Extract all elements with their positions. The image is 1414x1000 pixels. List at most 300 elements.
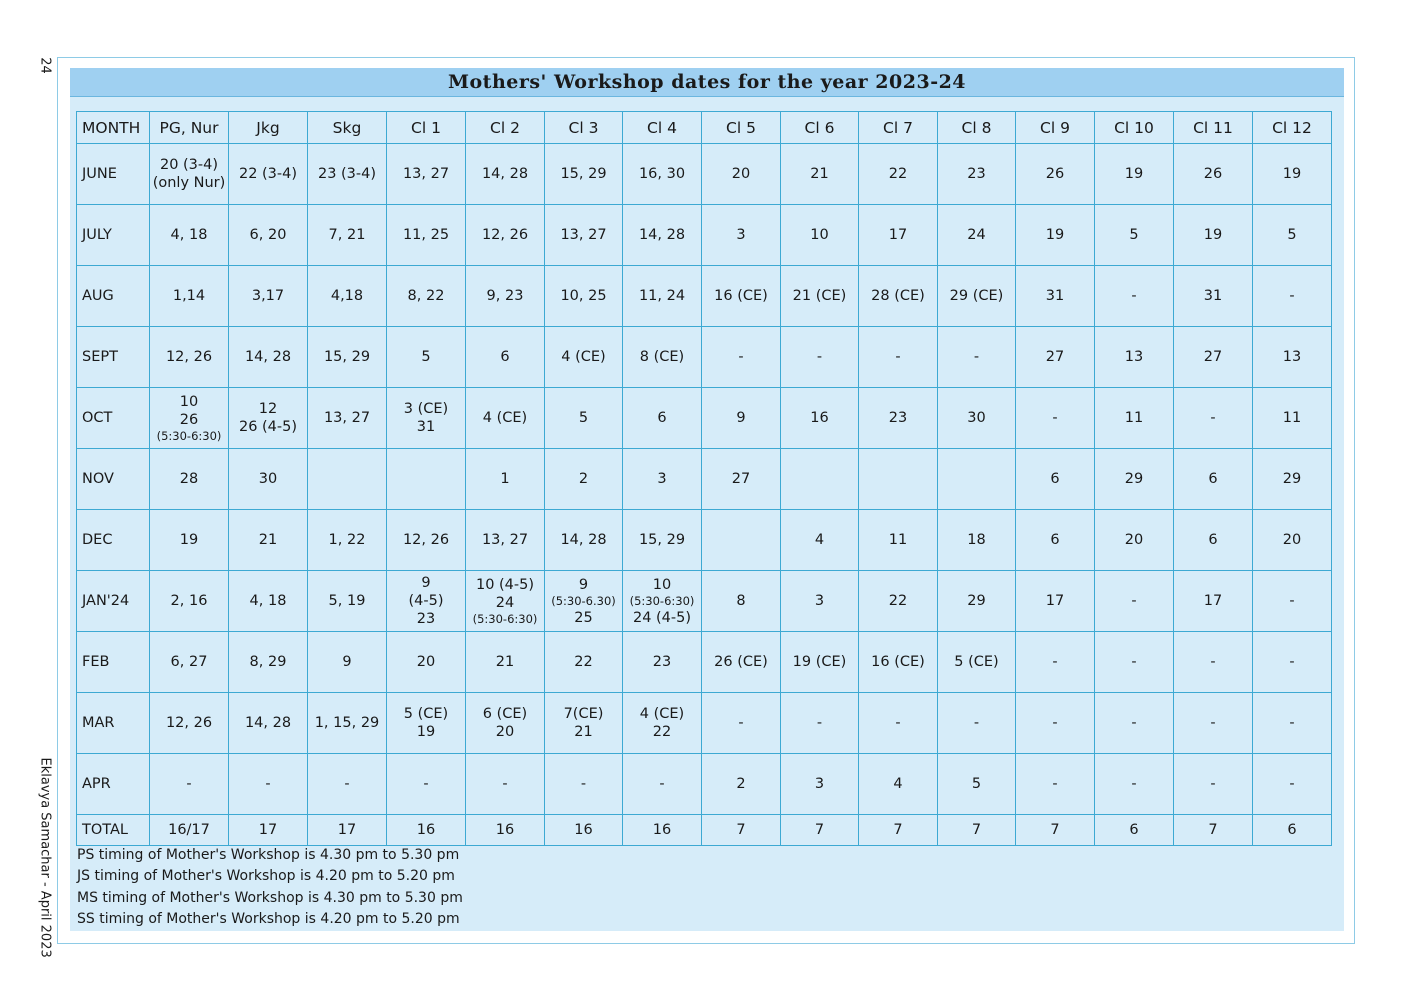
- date-cell: [1095, 327, 1174, 388]
- date-cell: [859, 388, 938, 449]
- date-cell: [623, 266, 702, 327]
- date-entry: 15, 29: [560, 166, 607, 182]
- date-entry: 19: [179, 532, 199, 548]
- date-entry: 6, 20: [249, 227, 287, 243]
- date-cell: [859, 754, 938, 815]
- date-entry: 6: [657, 410, 667, 426]
- date-entry: 20: [1124, 532, 1144, 548]
- schedule-title: Mothers' Workshop dates for the year 2023-24: [70, 68, 1344, 97]
- date-cell: [938, 510, 1016, 571]
- date-entry: -: [816, 715, 823, 731]
- date-entry: 10: [179, 393, 199, 410]
- date-entry: -: [580, 776, 587, 792]
- date-cell: [308, 205, 387, 266]
- timing-note: SS timing of Mother's Workshop is 4.20 pm to 5.20 pm: [77, 910, 460, 927]
- month-cell: JULY: [77, 205, 150, 266]
- date-entry: 5 (CE): [403, 706, 449, 722]
- date-cell: [1174, 510, 1253, 571]
- date-cell: [387, 632, 466, 693]
- date-entry: -: [1052, 776, 1058, 792]
- date-cell: [466, 388, 545, 449]
- date-cell: [781, 693, 859, 754]
- date-entry: -: [186, 776, 192, 792]
- date-entry: 8, 22: [407, 288, 445, 304]
- date-entry: 28: [179, 471, 199, 487]
- date-cell: [938, 388, 1016, 449]
- date-entry: 12: [258, 401, 278, 417]
- date-entry: (only Nur): [152, 175, 226, 191]
- date-cell: [308, 632, 387, 693]
- date-entry: 23: [888, 410, 908, 426]
- month-cell: OCT: [77, 388, 150, 449]
- date-entry: 9: [421, 575, 431, 591]
- date-entry: 5: [1287, 227, 1297, 243]
- date-entry: 10: [652, 576, 672, 593]
- date-cell: [1016, 327, 1095, 388]
- date-cell: [150, 754, 229, 815]
- date-cell: [229, 693, 308, 754]
- date-cell: [1253, 205, 1332, 266]
- date-cell: [1016, 632, 1095, 693]
- date-entry: 4 (CE): [639, 706, 685, 722]
- total-cell: 6: [1253, 815, 1332, 846]
- date-entry: 5: [971, 776, 982, 792]
- date-entry: 5: [421, 349, 431, 365]
- date-cell: [150, 449, 229, 510]
- date-cell: [466, 327, 545, 388]
- date-entry: 12, 26: [481, 227, 529, 243]
- date-entry: 29: [967, 593, 986, 609]
- date-cell: [781, 266, 859, 327]
- date-cell: [466, 754, 545, 815]
- date-cell: [1095, 693, 1174, 754]
- date-cell: [1174, 571, 1253, 632]
- class-column-header: Cl 1: [387, 112, 466, 144]
- total-cell: 16/17: [150, 815, 229, 846]
- date-entry: (5:30-6.30): [551, 593, 616, 608]
- date-entry: -: [1210, 776, 1216, 792]
- date-cell: [702, 449, 781, 510]
- date-entry: 16 (CE): [714, 288, 768, 304]
- date-cell: [387, 510, 466, 571]
- date-cell: [229, 510, 308, 571]
- date-entry: 26: [179, 411, 199, 428]
- workshop-dates-table: [76, 111, 1332, 846]
- class-column-header: Cl 3: [545, 112, 623, 144]
- date-cell: [1095, 632, 1174, 693]
- month-cell: JUNE: [77, 144, 150, 205]
- date-cell: [938, 754, 1016, 815]
- date-cell: [229, 571, 308, 632]
- date-entry: 4,18: [330, 288, 364, 304]
- date-cell: [150, 144, 229, 205]
- date-entry: 23: [967, 166, 986, 182]
- date-entry: 20: [1282, 532, 1302, 548]
- date-cell: [1253, 510, 1332, 571]
- date-entry: -: [973, 349, 980, 365]
- date-entry: 30: [967, 410, 986, 426]
- month-cell: AUG: [77, 266, 150, 327]
- date-entry: -: [1210, 654, 1216, 670]
- date-entry: 3: [814, 593, 825, 609]
- date-entry: -: [1289, 593, 1295, 609]
- date-cell: [1016, 510, 1095, 571]
- date-entry: 26: [1203, 166, 1223, 182]
- date-entry: 3,17: [251, 288, 285, 304]
- date-entry: 9: [578, 576, 589, 593]
- date-cell: [308, 388, 387, 449]
- date-entry: 27: [731, 471, 751, 487]
- date-cell: [1174, 144, 1253, 205]
- date-cell: [150, 266, 229, 327]
- date-entry: -: [502, 776, 508, 792]
- date-cell: [1174, 266, 1253, 327]
- date-entry: 11: [1124, 410, 1144, 426]
- date-cell: [466, 632, 545, 693]
- class-column-header: Jkg: [229, 112, 308, 144]
- date-cell: [150, 205, 229, 266]
- table-row: [77, 388, 1332, 449]
- date-entry: -: [1289, 776, 1295, 792]
- date-cell: [545, 205, 623, 266]
- date-entry: 2: [578, 471, 589, 487]
- date-entry: 10, 25: [560, 288, 607, 304]
- date-entry: -: [1289, 654, 1295, 670]
- date-entry: 4 (CE): [482, 410, 528, 426]
- date-entry: 12, 26: [402, 532, 450, 548]
- date-entry: 11: [888, 532, 908, 548]
- date-cell: [781, 510, 859, 571]
- date-entry: 19: [1203, 227, 1223, 243]
- date-entry: 2, 16: [170, 593, 208, 609]
- total-cell: 7: [1174, 815, 1253, 846]
- total-cell: 16: [623, 815, 702, 846]
- date-entry: 21: [258, 532, 278, 548]
- total-label: TOTAL: [77, 815, 150, 846]
- date-entry: 19: [1124, 166, 1144, 182]
- date-entry: 26 (CE): [714, 654, 768, 670]
- date-entry: 16: [810, 410, 829, 426]
- class-column-header: Skg: [308, 112, 387, 144]
- date-cell: [545, 693, 623, 754]
- date-cell: [1016, 449, 1095, 510]
- date-entry: 5, 19: [328, 593, 366, 609]
- date-cell: [308, 693, 387, 754]
- date-entry: 14, 28: [244, 715, 292, 731]
- date-entry: 4: [814, 532, 825, 548]
- date-entry: 24 (4-5): [632, 609, 692, 626]
- date-entry: 5 (CE): [954, 654, 999, 670]
- date-cell: [1095, 754, 1174, 815]
- month-cell: APR: [77, 754, 150, 815]
- date-entry: 30: [258, 471, 278, 487]
- date-entry: 7, 21: [328, 227, 366, 243]
- class-column-header: Cl 7: [859, 112, 938, 144]
- date-cell: [150, 693, 229, 754]
- date-entry: -: [344, 776, 350, 792]
- date-cell: [938, 266, 1016, 327]
- date-cell: [702, 571, 781, 632]
- date-entry: 5: [578, 410, 589, 426]
- date-entry: 28 (CE): [871, 288, 925, 304]
- date-entry: 21: [810, 166, 829, 182]
- date-cell: [545, 754, 623, 815]
- date-cell: [1253, 144, 1332, 205]
- date-entry: 14, 28: [481, 166, 529, 182]
- date-cell: [466, 571, 545, 632]
- date-entry: 4, 18: [170, 227, 208, 243]
- date-cell: [1016, 754, 1095, 815]
- class-column-header: Cl 6: [781, 112, 859, 144]
- date-cell: [938, 571, 1016, 632]
- date-entry: -: [738, 349, 744, 365]
- date-entry: -: [973, 715, 980, 731]
- date-entry: 25: [574, 609, 593, 626]
- date-entry: 4: [893, 776, 903, 792]
- total-cell: 7: [702, 815, 781, 846]
- month-cell: FEB: [77, 632, 150, 693]
- date-entry: -: [816, 349, 823, 365]
- date-cell: [702, 510, 781, 571]
- date-cell: [308, 144, 387, 205]
- date-cell: [308, 266, 387, 327]
- class-column-header: Cl 9: [1016, 112, 1095, 144]
- date-entry: 6: [500, 349, 510, 365]
- total-cell: 16: [466, 815, 545, 846]
- date-entry: 1,14: [172, 288, 206, 304]
- date-entry: -: [1131, 593, 1137, 609]
- date-cell: [150, 327, 229, 388]
- date-entry: 12, 26: [165, 715, 213, 731]
- date-cell: [466, 144, 545, 205]
- table-row: [77, 449, 1332, 510]
- date-entry: 13, 27: [560, 227, 607, 243]
- date-entry: 15, 29: [323, 349, 371, 365]
- date-entry: -: [895, 349, 901, 365]
- date-entry: 22 (3-4): [238, 166, 298, 182]
- timing-note: PS timing of Mother's Workshop is 4.30 pm to 5.30 pm: [77, 847, 460, 863]
- date-entry: 29 (CE): [949, 288, 1004, 304]
- date-entry: 3: [657, 471, 667, 487]
- date-entry: 1: [500, 471, 510, 487]
- date-entry: 23: [652, 654, 672, 670]
- date-cell: [938, 205, 1016, 266]
- date-entry: 17: [1045, 593, 1065, 609]
- date-entry: -: [265, 776, 271, 792]
- date-cell: [623, 632, 702, 693]
- date-cell: [938, 693, 1016, 754]
- class-column-header: Cl 11: [1174, 112, 1253, 144]
- date-cell: [781, 754, 859, 815]
- date-cell: [229, 327, 308, 388]
- class-column-header: Cl 2: [466, 112, 545, 144]
- date-cell: [781, 632, 859, 693]
- date-cell: [623, 510, 702, 571]
- date-entry: 14, 28: [560, 532, 607, 548]
- date-entry: -: [1131, 654, 1137, 670]
- date-cell: [150, 510, 229, 571]
- date-cell: [781, 449, 859, 510]
- date-cell: [938, 144, 1016, 205]
- date-entry: -: [1052, 654, 1058, 670]
- date-cell: [1174, 388, 1253, 449]
- date-entry: 6: [1050, 471, 1060, 487]
- date-cell: [1174, 693, 1253, 754]
- total-cell: 17: [229, 815, 308, 846]
- date-cell: [623, 449, 702, 510]
- date-entry: 21: [574, 724, 593, 740]
- month-cell: DEC: [77, 510, 150, 571]
- date-cell: [229, 205, 308, 266]
- date-cell: [623, 205, 702, 266]
- date-entry: -: [1052, 715, 1058, 731]
- date-entry: 16, 30: [638, 166, 686, 182]
- date-entry: 10: [810, 227, 829, 243]
- date-cell: [702, 205, 781, 266]
- date-entry: 6, 27: [170, 654, 208, 670]
- date-entry: (5:30-6:30): [472, 611, 538, 626]
- date-cell: [466, 266, 545, 327]
- date-cell: [1095, 510, 1174, 571]
- date-entry: 16 (CE): [871, 654, 925, 670]
- table-row: [77, 754, 1332, 815]
- date-entry: -: [895, 715, 901, 731]
- total-cell: 7: [1016, 815, 1095, 846]
- class-column-header: Cl 5: [702, 112, 781, 144]
- date-entry: (4-5): [408, 593, 444, 609]
- date-entry: 19: [1045, 227, 1065, 243]
- class-column-header: Cl 10: [1095, 112, 1174, 144]
- date-cell: [938, 327, 1016, 388]
- date-cell: [1253, 327, 1332, 388]
- date-cell: [859, 205, 938, 266]
- date-cell: [308, 327, 387, 388]
- table-row: [77, 266, 1332, 327]
- total-cell: 7: [859, 815, 938, 846]
- date-entry: -: [1210, 715, 1216, 731]
- date-cell: [1095, 266, 1174, 327]
- date-entry: 21 (CE): [792, 288, 847, 304]
- date-cell: [702, 144, 781, 205]
- date-cell: [1253, 449, 1332, 510]
- date-entry: 11, 25: [402, 227, 450, 243]
- date-entry: 11: [1282, 410, 1302, 426]
- date-entry: 10 (4-5): [475, 576, 535, 593]
- date-cell: [1016, 144, 1095, 205]
- date-entry: 31: [1045, 288, 1065, 304]
- date-cell: [623, 754, 702, 815]
- date-cell: [387, 693, 466, 754]
- date-entry: 6: [1208, 532, 1218, 548]
- date-cell: [387, 754, 466, 815]
- month-column-header: MONTH: [77, 112, 150, 144]
- date-entry: 1, 15, 29: [314, 715, 380, 731]
- month-cell: JAN'24: [77, 571, 150, 632]
- total-cell: 17: [308, 815, 387, 846]
- class-column-header: Cl 4: [623, 112, 702, 144]
- date-entry: 8 (CE): [639, 349, 685, 365]
- date-cell: [466, 510, 545, 571]
- table-row: [77, 693, 1332, 754]
- date-cell: [229, 632, 308, 693]
- date-entry: 29: [1124, 471, 1144, 487]
- total-cell: 7: [781, 815, 859, 846]
- date-entry: -: [1131, 776, 1137, 792]
- timing-note: JS timing of Mother's Workshop is 4.20 pm to 5.20 pm: [77, 868, 455, 885]
- date-cell: [1253, 632, 1332, 693]
- date-entry: -: [738, 715, 744, 731]
- date-cell: [702, 327, 781, 388]
- date-entry: 9: [736, 410, 746, 426]
- date-cell: [545, 327, 623, 388]
- date-cell: [1253, 388, 1332, 449]
- date-entry: 31: [416, 419, 436, 435]
- date-cell: [702, 754, 781, 815]
- date-cell: [387, 327, 466, 388]
- date-entry: 27: [1203, 349, 1223, 365]
- date-entry: 23 (3-4): [317, 166, 377, 182]
- date-cell: [859, 266, 938, 327]
- date-cell: [387, 388, 466, 449]
- date-cell: [623, 571, 702, 632]
- date-cell: [623, 144, 702, 205]
- date-cell: [229, 144, 308, 205]
- date-cell: [859, 510, 938, 571]
- date-cell: [150, 571, 229, 632]
- date-cell: [229, 449, 308, 510]
- date-entry: 20: [731, 166, 751, 182]
- class-column-header: Cl 8: [938, 112, 1016, 144]
- date-cell: [387, 449, 466, 510]
- table-row: [77, 205, 1332, 266]
- date-cell: [859, 632, 938, 693]
- date-entry: 22: [888, 166, 908, 182]
- date-cell: [781, 571, 859, 632]
- date-entry: 23: [416, 611, 436, 627]
- date-cell: [308, 510, 387, 571]
- date-cell: [1095, 449, 1174, 510]
- date-entry: 9: [342, 654, 352, 670]
- date-cell: [1095, 571, 1174, 632]
- date-cell: [938, 449, 1016, 510]
- date-cell: [387, 205, 466, 266]
- date-entry: 4 (CE): [561, 349, 606, 365]
- date-entry: 19: [416, 724, 436, 740]
- date-entry: 13: [1282, 349, 1302, 365]
- date-cell: [1174, 327, 1253, 388]
- table-row: [77, 571, 1332, 632]
- date-entry: 6: [1050, 532, 1060, 548]
- total-cell: 7: [938, 815, 1016, 846]
- date-cell: [1016, 266, 1095, 327]
- date-entry: 26: [1045, 166, 1065, 182]
- date-cell: [545, 449, 623, 510]
- date-cell: [1095, 205, 1174, 266]
- date-entry: 1, 22: [328, 532, 366, 548]
- date-cell: [545, 571, 623, 632]
- date-entry: 15, 29: [638, 532, 686, 548]
- date-cell: [229, 754, 308, 815]
- page-number: 24: [37, 57, 53, 74]
- total-cell: 16: [545, 815, 623, 846]
- date-entry: -: [1052, 410, 1058, 426]
- date-entry: 24: [967, 227, 986, 243]
- date-cell: [623, 327, 702, 388]
- date-entry: 6 (CE): [482, 706, 528, 722]
- date-entry: 13, 27: [323, 410, 371, 426]
- date-cell: [781, 327, 859, 388]
- date-cell: [387, 571, 466, 632]
